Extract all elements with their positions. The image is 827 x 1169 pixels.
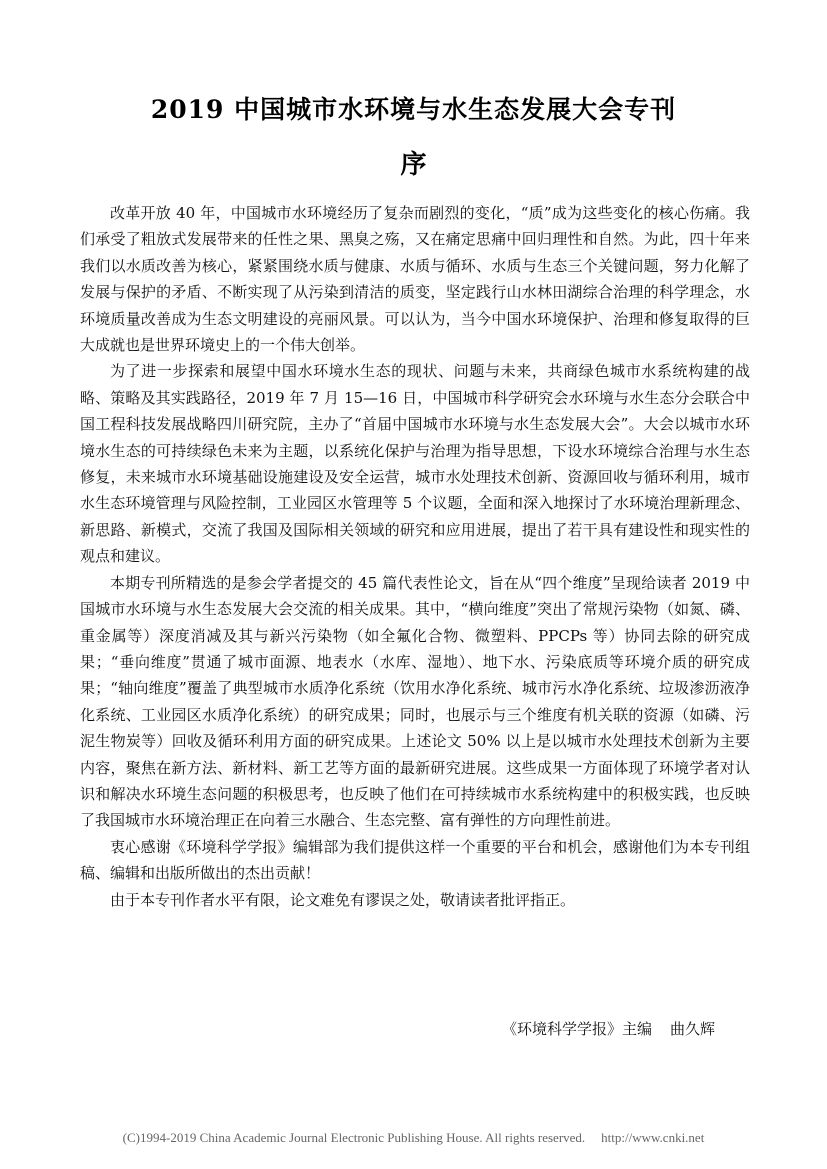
paragraph-1: 改革开放 40 年，中国城市水环境经历了复杂而剧烈的变化，“质”成为这些变化的核心伤痛。我们承受了粗放式发展带来的任性之果、黑臭之殇，又在痛定思痛中回归理性和自然。为此，四十年来我们以水质改善为核心，紧紧围绕水质与健康、水质与循环、水质与生态三个关键问题，努力化解了发展与保护的矛盾、不断实现了从污染到清洁的质变，坚定践行山水林田湖综合治理的科学理念，水环境质量改善成为生态文明建设的亮丽风景。可以认为，当今中国水环境保护、治理和修复取得的巨大成就也是世界环境史上的一个伟大创举。: [80, 204, 750, 355]
paragraph-3: 本期专刊所精选的是参会学者提交的 45 篇代表性论文，旨在从“四个维度”呈现给读者 2019 中国城市水环境与水生态发展大会交流的相关成果。其中，“横向维度”突出了常规污染物（如氮、磷、重金属等）深度消减及其与新兴污染物（如全氟化合物、微塑料、PPCPs 等）协同去除的研究成果；“垂向维度”贯通了城市面源、地表水（水库、湿地）、地下水、污染底质等环境介质的研究成果；“轴向维度”覆盖了典型城市水质净化系统（饮用水净化系统、城市污水净化系统、垃圾渗沥液净化系统、工业园区水质净化系统）的研究成果；同时，也展示与三个维度有机关联的资源（如磷、污泥生物炭等）回收及循环利用方面的研究成果。上述论文 50% 以上是以城市水处理技术创新为主要内容，聚焦在新方法、新材料、新工艺等方面的最新研究进展。这些成果一方面体现了环境学者对认识和解决水环境生态问题的积极思考，也反映了他们在可持续城市水系统构建中的积极实践，也反映了我国城市水环境治理正在向着三水融合、生态完整、富有弹性的方向理性前进。: [80, 573, 750, 830]
signature-role: 《环境科学学报》主编: [501, 1020, 652, 1038]
article-body: [80, 200, 750, 913]
paragraph-2: 为了进一步探索和展望中国水环境水生态的现状、问题与未来，共商绿色城市水系统构建的战略、策略及其实践路径，2019 年 7 月 15—16 日，中国城市科学研究会水环境与水生态分会联合中国工程科技发展战略四川研究院，主办了“首届中国城市水环境与水生态发展大会”。大会以城市水环境水生态的可持续绿色未来为主题，以系统化保护与治理为指导思想，下设水环境综合治理与水生态修复，未来城市水环境基础设施建设及安全运营，城市水处理技术创新、资源回收与循环利用，城市水生态环境管理与风险控制，工业园区水管理等 5 个议题，全面和深入地探讨了水环境治理新理念、新思路、新模式，交流了我国及国际相关领域的研究和应用进展，提出了若干具有建设性和现实性的观点和建议。: [80, 362, 750, 566]
signature-name: 曲久辉: [669, 1020, 715, 1038]
paragraph-5: 由于本专刊作者水平有限，论文难免有谬误之处，敬请读者批评指正。: [110, 890, 576, 909]
footer-url: http://www.cnki.net: [601, 1130, 705, 1145]
paragraph-4: 衷心感谢《环境科学学报》编辑部为我们提供这样一个重要的平台和机会，感谢他们为本专刊组稿、编辑和出版所做出的杰出贡献！: [80, 837, 750, 883]
page-title: 2019 中国城市水环境与水生态发展大会专刊: [150, 95, 677, 124]
copyright-footer: [0, 1130, 827, 1146]
copyright-text: (C)1994-2019 China Academic Journal Electronic Publishing House. All rights reserved.: [122, 1130, 586, 1145]
page-subtitle: 序: [400, 150, 427, 180]
signature: [502, 1018, 715, 1039]
